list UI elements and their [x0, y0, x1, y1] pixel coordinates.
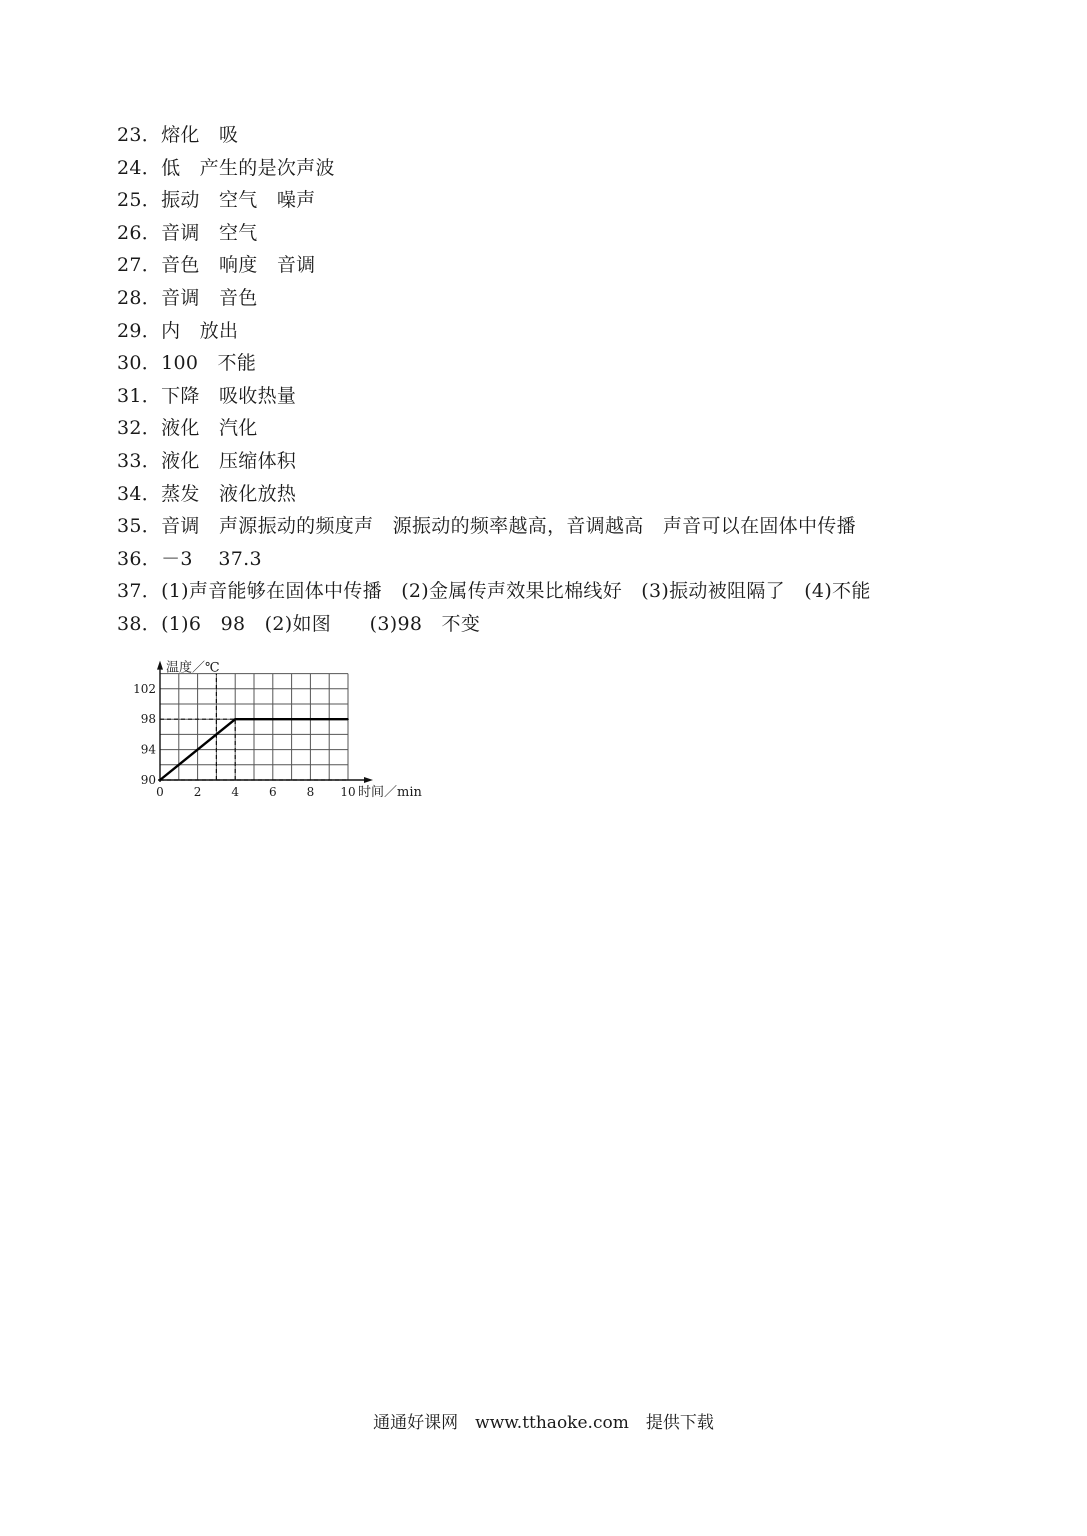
answer-line-25: 25．振动 空气 噪声 [117, 189, 316, 212]
x-tick-label: 8 [306, 785, 315, 799]
chart-svg [128, 650, 448, 810]
answer-line-29: 29．内 放出 [117, 319, 239, 342]
data-point [159, 779, 161, 781]
x-axis-title: 时间／min [358, 785, 422, 800]
answer-line-30: 30．100 不能 [117, 352, 257, 375]
temperature-time-chart [128, 650, 448, 810]
y-tick-label: 94 [140, 742, 156, 757]
x-tick-label: 6 [268, 785, 277, 799]
y-axis-title: 温度／℃ [166, 660, 220, 676]
footer-source: 通通好课网 www.tthaoke.com 提供下载 [373, 1413, 714, 1433]
x-axis-arrow [364, 777, 373, 783]
answer-line-26: 26．音调 空气 [117, 221, 258, 244]
x-tick-label: 0 [156, 785, 164, 799]
answer-line-33: 33．液化 压缩体积 [117, 449, 297, 472]
answer-list [117, 119, 1017, 641]
answer-line-28: 28．音调 音色 [117, 286, 258, 309]
data-point [234, 718, 236, 720]
answer-line-31: 31．下降 吸收热量 [117, 384, 297, 407]
answer-line-23: 23．熔化 吸 [117, 124, 239, 146]
answer-line-37: 37．(1)声音能够在固体中传播 (2)金属传声效果比棉线好 (3)振动被阻隔了 (4)不能 [117, 580, 871, 603]
y-tick-label: 102 [133, 681, 156, 696]
answer-line-34: 34．蒸发 液化放热 [117, 482, 297, 505]
y-tick-label: 98 [140, 712, 156, 727]
x-tick-label: 10 [340, 785, 356, 799]
data-point [347, 718, 349, 720]
answer-line-38: 38．(1)6 98 (2)如图 (3)98 不变 [117, 612, 481, 635]
answer-line-36: 36．－3 37.3 [117, 547, 262, 570]
x-tick-label: 4 [231, 785, 240, 799]
answer-line-27: 27．音色 响度 音调 [117, 254, 316, 277]
answer-line-35: 35．音调 声源振动的频度声 源振动的频率越高，音调越高 声音可以在固体中传播 [117, 515, 856, 538]
y-tick-label: 90 [140, 773, 156, 787]
answer-line-24: 24．低 产生的是次声波 [117, 156, 335, 179]
x-tick-label: 2 [193, 785, 202, 799]
y-axis-arrow [157, 661, 163, 670]
answer-line-32: 32．液化 汽化 [117, 417, 258, 440]
